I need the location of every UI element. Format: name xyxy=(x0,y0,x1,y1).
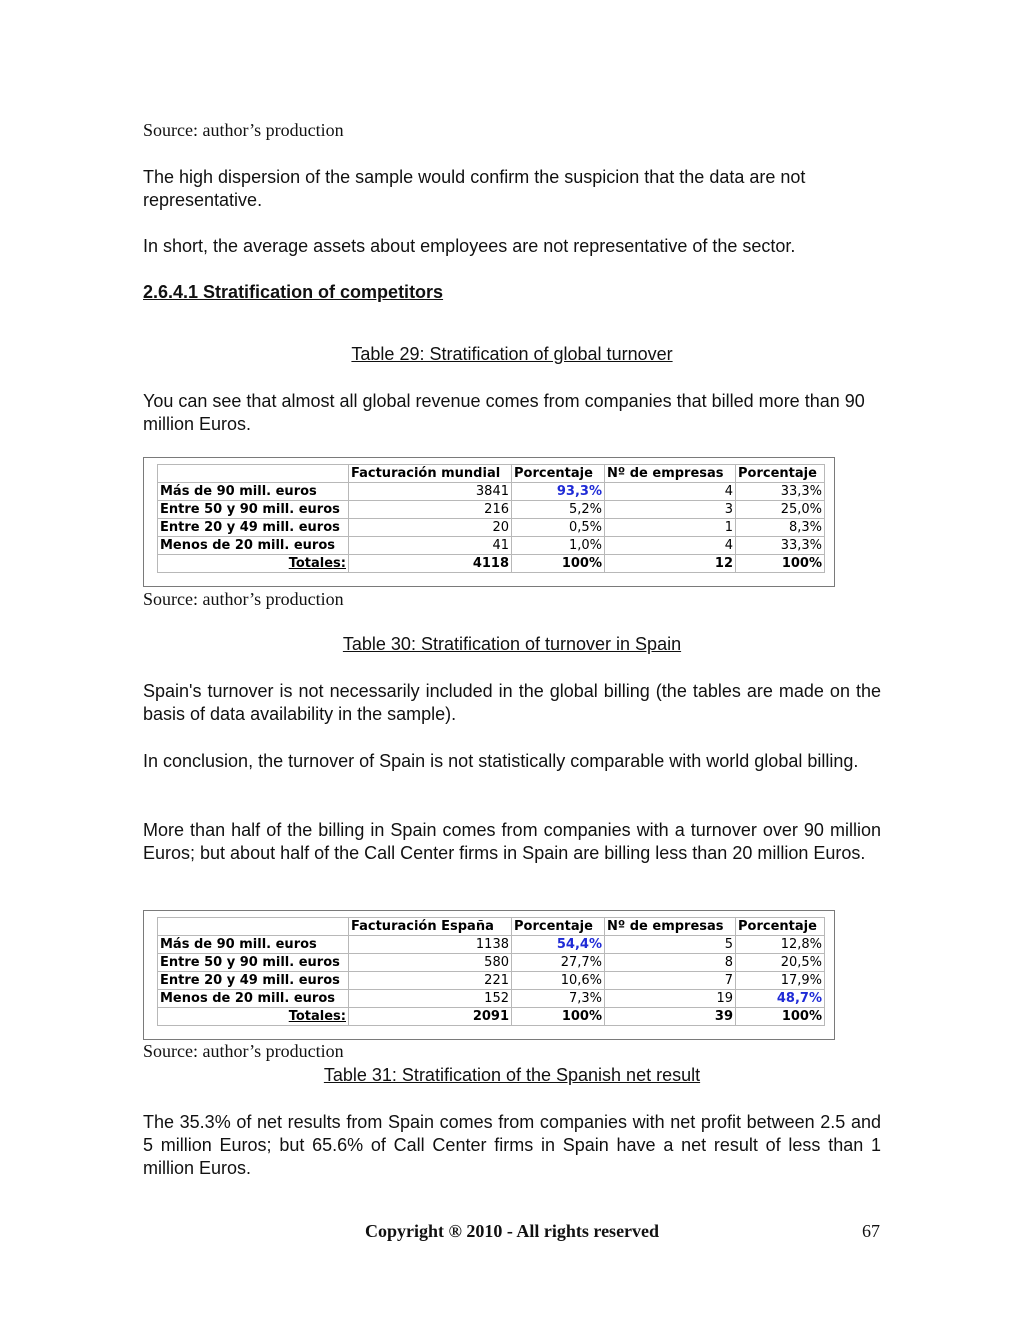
cell-percentage: 0,5% xyxy=(512,519,605,537)
cell-percentage-companies: 25,0% xyxy=(736,501,825,519)
total-company-count: 39 xyxy=(605,1008,736,1026)
row-label: Menos de 20 mill. euros xyxy=(158,537,349,555)
table-row xyxy=(158,501,825,519)
total-percentage: 100% xyxy=(512,555,605,573)
cell-percentage-companies: 33,3% xyxy=(736,483,825,501)
totals-label: Totales: xyxy=(158,555,349,573)
cell-percentage: 5,2% xyxy=(512,501,605,519)
header-company-count: Nº de empresas xyxy=(605,918,736,936)
row-label: Entre 50 y 90 mill. euros xyxy=(158,954,349,972)
table-row xyxy=(158,537,825,555)
paragraph-net-result: The 35.3% of net results from Spain comes from companies with net profit between 2.5 and 5 million Euros; but 65.6% of Call Center firms in Spain have a net result of less than 1 million Euros. xyxy=(143,1112,881,1178)
cell-turnover: 216 xyxy=(349,501,512,519)
header-percentage-companies: Porcentaje xyxy=(736,918,825,936)
total-percentage-companies: 100% xyxy=(736,555,825,573)
cell-percentage-companies-highlight: 48,7% xyxy=(736,990,825,1008)
paragraph-dispersion: The high dispersion of the sample would confirm the suspicion that the data are not representative. xyxy=(143,167,806,210)
row-label: Más de 90 mill. euros xyxy=(158,483,349,501)
cell-company-count: 19 xyxy=(605,990,736,1008)
header-turnover: Facturación mundial xyxy=(349,465,512,483)
table-29-caption: Table 29: Stratification of global turnover xyxy=(351,344,673,364)
totals-label: Totales: xyxy=(158,1008,349,1026)
spain-turnover-table xyxy=(157,917,825,1026)
total-company-count: 12 xyxy=(605,555,736,573)
totals-row xyxy=(158,555,825,573)
row-label: Más de 90 mill. euros xyxy=(158,936,349,954)
row-label: Entre 50 y 90 mill. euros xyxy=(158,501,349,519)
table-row xyxy=(158,936,825,954)
header-company-count: Nº de empresas xyxy=(605,465,736,483)
table-header-row xyxy=(158,465,825,483)
table-header-row xyxy=(158,918,825,936)
cell-turnover: 580 xyxy=(349,954,512,972)
copyright-footer: Copyright ® 2010 - All rights reserved xyxy=(364,1221,660,1241)
row-label: Entre 20 y 49 mill. euros xyxy=(158,972,349,990)
total-percentage-companies: 100% xyxy=(736,1008,825,1026)
global-turnover-table-frame xyxy=(143,457,835,587)
cell-percentage-companies: 20,5% xyxy=(736,954,825,972)
table-row xyxy=(158,972,825,990)
cell-percentage: 27,7% xyxy=(512,954,605,972)
header-percentage: Porcentaje xyxy=(512,918,605,936)
source-note-top: Source: author’s production xyxy=(143,120,344,140)
table-row xyxy=(158,483,825,501)
source-note-table-2: Source: author’s production xyxy=(143,1041,344,1061)
total-percentage: 100% xyxy=(512,1008,605,1026)
paragraph-billing-spain: More than half of the billing in Spain comes from companies with a turnover over 90 million Euros; but about half of the Call Center firms in Spain are billing less than 20 million Euros. xyxy=(143,820,881,863)
source-note-table-1: Source: author’s production xyxy=(143,589,344,609)
cell-percentage-companies: 12,8% xyxy=(736,936,825,954)
cell-company-count: 1 xyxy=(605,519,736,537)
cell-company-count: 4 xyxy=(605,483,736,501)
global-turnover-table xyxy=(157,464,825,573)
header-percentage-companies: Porcentaje xyxy=(736,465,825,483)
cell-turnover: 41 xyxy=(349,537,512,555)
spain-turnover-table-frame xyxy=(143,910,835,1040)
section-heading: 2.6.4.1 Stratification of competitors xyxy=(143,282,444,302)
cell-percentage-companies: 17,9% xyxy=(736,972,825,990)
cell-company-count: 8 xyxy=(605,954,736,972)
table-row xyxy=(158,990,825,1008)
cell-turnover: 152 xyxy=(349,990,512,1008)
header-turnover: Facturación España xyxy=(349,918,512,936)
cell-turnover: 1138 xyxy=(349,936,512,954)
paragraph-spain-turnover: Spain's turnover is not necessarily included in the global billing (the tables are made on the basis of data availability in the sample). xyxy=(143,681,881,724)
header-blank xyxy=(158,465,349,483)
row-label: Menos de 20 mill. euros xyxy=(158,990,349,1008)
cell-percentage-companies: 33,3% xyxy=(736,537,825,555)
page-number: 67 xyxy=(862,1221,880,1241)
cell-percentage-highlight: 54,4% xyxy=(512,936,605,954)
paragraph-global-revenue: You can see that almost all global revenue comes from companies that billed more than 90 million Euros. xyxy=(143,391,865,434)
paragraph-conclusion: In conclusion, the turnover of Spain is not statistically comparable with world global billing. xyxy=(143,751,859,771)
cell-turnover: 20 xyxy=(349,519,512,537)
cell-percentage: 7,3% xyxy=(512,990,605,1008)
cell-company-count: 5 xyxy=(605,936,736,954)
cell-turnover: 221 xyxy=(349,972,512,990)
cell-percentage-companies: 8,3% xyxy=(736,519,825,537)
cell-percentage: 1,0% xyxy=(512,537,605,555)
cell-company-count: 4 xyxy=(605,537,736,555)
total-turnover: 2091 xyxy=(349,1008,512,1026)
cell-turnover: 3841 xyxy=(349,483,512,501)
cell-company-count: 7 xyxy=(605,972,736,990)
total-turnover: 4118 xyxy=(349,555,512,573)
header-percentage: Porcentaje xyxy=(512,465,605,483)
header-blank xyxy=(158,918,349,936)
table-row xyxy=(158,519,825,537)
cell-percentage: 10,6% xyxy=(512,972,605,990)
cell-percentage-highlight: 93,3% xyxy=(512,483,605,501)
totals-row xyxy=(158,1008,825,1026)
row-label: Entre 20 y 49 mill. euros xyxy=(158,519,349,537)
table-31-caption: Table 31: Stratification of the Spanish net result xyxy=(323,1065,701,1085)
table-row xyxy=(158,954,825,972)
cell-company-count: 3 xyxy=(605,501,736,519)
table-30-caption: Table 30: Stratification of turnover in Spain xyxy=(342,634,682,654)
paragraph-average-assets: In short, the average assets about employees are not representative of the sector. xyxy=(143,236,796,256)
